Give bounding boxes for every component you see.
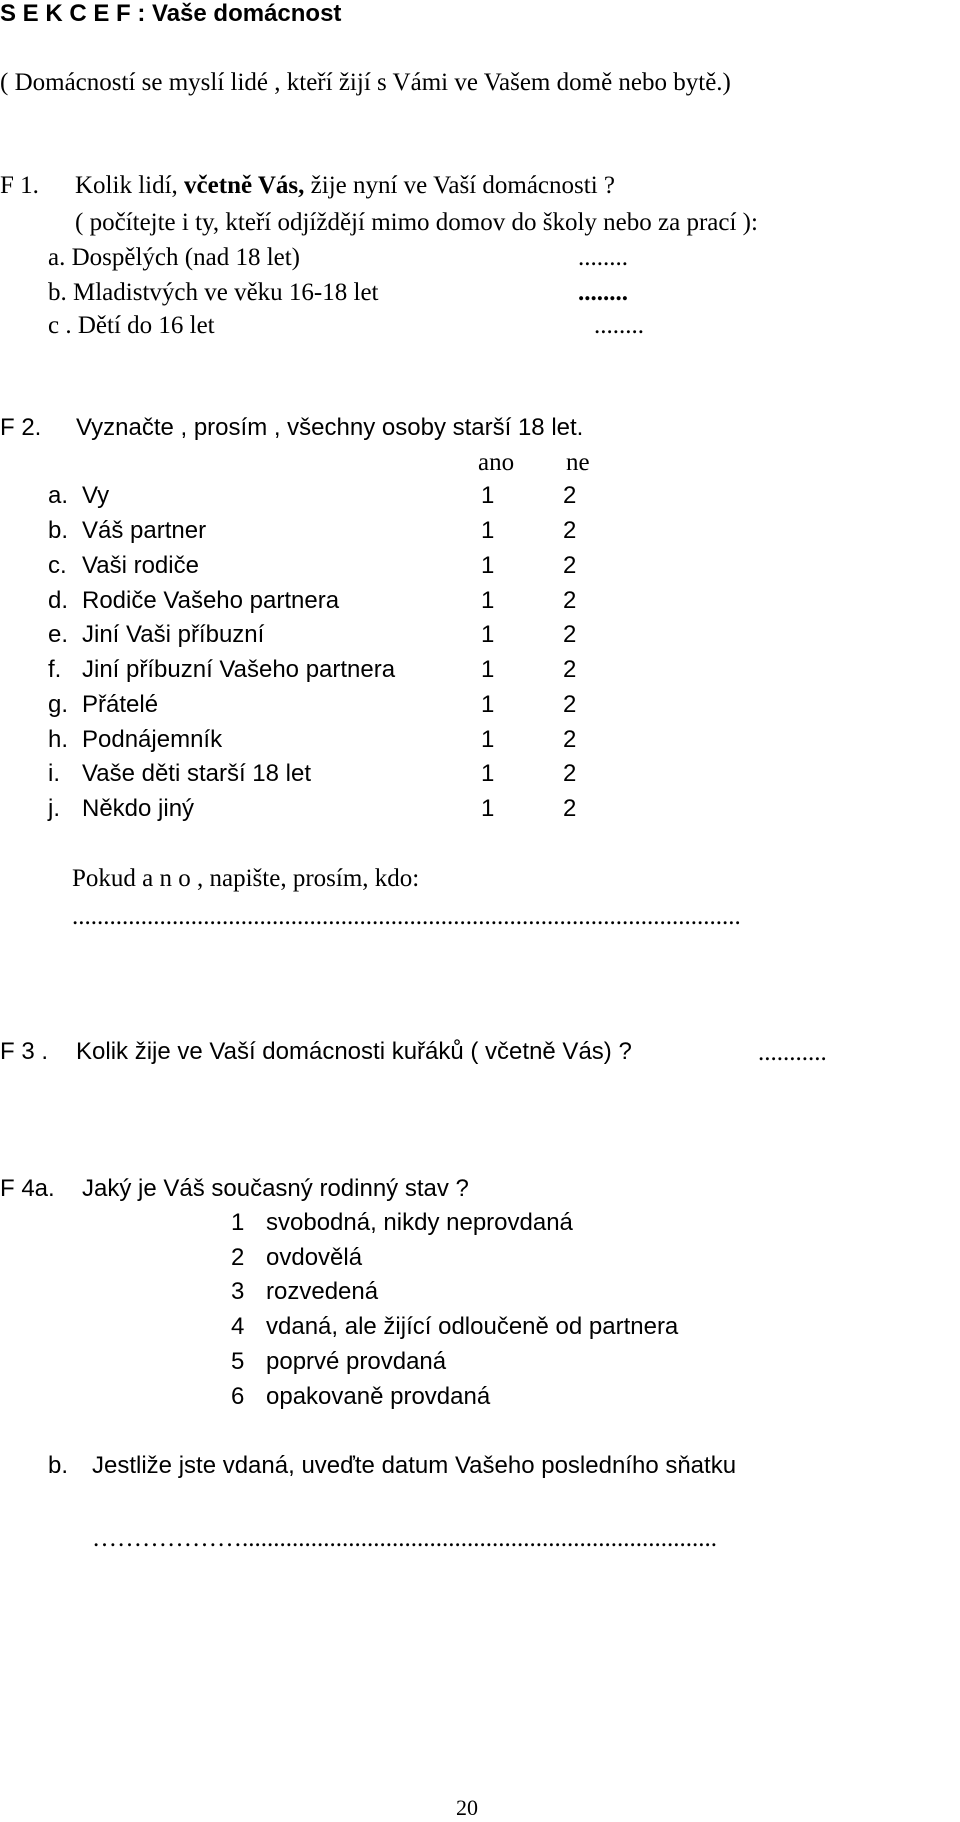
f3-blank[interactable]: ........... (758, 1039, 827, 1066)
f4b-question: Jestliže jste vdaná, uveďte datum Vašeho posledního sňatku (92, 1452, 737, 1479)
f4b-answer-line[interactable]: ………………............................................................................ (92, 1526, 717, 1551)
f4b-letter: b. (48, 1452, 69, 1479)
f4a-question: Jaký je Váš současný rodinný stav ? (82, 1175, 469, 1202)
f2-if-yes-prompt: Pokud a n o , napište, prosím, kdo: (72, 865, 420, 892)
f2-row-letter: g. (48, 691, 69, 718)
f4a-option-code: 1 (231, 1209, 245, 1236)
f2-row-yes-code: 1 (481, 691, 495, 718)
page-number: 20 (456, 1795, 478, 1820)
section-heading: S E K C E F : Vaše domácnost (0, 0, 342, 27)
f2-row-label: Vaše děti starší 18 let (82, 760, 312, 787)
f2-row-label: Rodiče Vašeho partnera (82, 587, 340, 614)
f4a-number: F 4a. (0, 1175, 55, 1202)
f2-row-label: Někdo jiný (82, 795, 195, 822)
f2-row-yes-code: 1 (481, 482, 495, 509)
f1-item-blank: ........ (578, 279, 628, 306)
f2-question: Vyznačte , prosím , všechny osoby starší 18 let. (76, 414, 584, 441)
f2-row-yes-code: 1 (481, 517, 495, 544)
f1-item-label: a. Dospělých (nad 18 let) (48, 244, 301, 271)
f2-row-no-code: 2 (563, 760, 577, 787)
f1-number: F 1. (0, 172, 39, 199)
f2-row-no-code: 2 (563, 691, 577, 718)
f2-number: F 2. (0, 414, 42, 441)
f1-question-bold: včetně Vás, (184, 172, 305, 199)
f4a-option-code: 6 (231, 1383, 245, 1410)
f4a-option-code: 4 (231, 1313, 245, 1340)
f2-row-yes-code: 1 (481, 587, 495, 614)
f2-row-yes-code: 1 (481, 760, 495, 787)
f2-row-yes-code: 1 (481, 726, 495, 753)
f1-item-blank: ........ (594, 312, 644, 339)
f4a-option-label: poprvé provdaná (266, 1348, 447, 1375)
f2-row-yes-code: 1 (481, 552, 495, 579)
f2-row-letter: i. (48, 760, 60, 787)
section-note: ( Domácností se myslí lidé , kteří žijí s Vámi ve Vašem domě nebo bytě.) (0, 69, 731, 96)
f2-answer-line[interactable]: ........................................................................................................... (72, 904, 741, 929)
f1-item-blank: ........ (578, 244, 628, 271)
f2-row-letter: d. (48, 587, 69, 614)
f2-row-label: Přátelé (82, 691, 159, 718)
f2-row-no-code: 2 (563, 726, 577, 753)
f2-row-yes-code: 1 (481, 656, 495, 683)
f2-row-label: Vy (82, 482, 110, 509)
f4a-option-code: 2 (231, 1244, 245, 1271)
f2-row-label: Váš partner (82, 517, 207, 544)
f2-row-no-code: 2 (563, 587, 577, 614)
f4a-option-label: ovdovělá (266, 1244, 363, 1271)
f1-question-pre: Kolik lidí, (75, 172, 185, 199)
f2-row-no-code: 2 (563, 656, 577, 683)
f2-row-label: Podnájemník (82, 726, 223, 753)
f2-row-yes-code: 1 (481, 621, 495, 648)
f1-item-label: b. Mladistvých ve věku 16-18 let (48, 279, 379, 306)
f2-row-no-code: 2 (563, 517, 577, 544)
f2-row-label: Jiní Vaši příbuzní (82, 621, 265, 648)
f1-item-label: c . Dětí do 16 let (48, 312, 215, 339)
f4a-option-code: 3 (231, 1278, 245, 1305)
f2-row-label: Jiní příbuzní Vašeho partnera (82, 656, 396, 683)
f2-row-no-code: 2 (563, 795, 577, 822)
f2-row-letter: h. (48, 726, 69, 753)
f1-question-post: žije nyní ve Vaší domácnosti ? (304, 172, 615, 199)
f4a-option-label: rozvedená (266, 1278, 379, 1305)
f2-row-no-code: 2 (563, 621, 577, 648)
f2-row-letter: j. (48, 795, 60, 822)
f2-row-letter: a. (48, 482, 69, 509)
f2-col-yes: ano (478, 449, 515, 476)
f2-col-no: ne (566, 449, 590, 476)
f2-row-no-code: 2 (563, 482, 577, 509)
f3-question: Kolik žije ve Vaší domácnosti kuřáků ( včetně Vás) ? (76, 1038, 632, 1065)
f2-row-no-code: 2 (563, 552, 577, 579)
f4a-option-label: opakovaně provdaná (266, 1383, 491, 1410)
f4a-option-label: svobodná, nikdy neprovdaná (266, 1209, 573, 1236)
f1-question (75, 173, 615, 198)
f3-number: F 3 . (0, 1038, 49, 1065)
f2-row-letter: e. (48, 621, 69, 648)
f2-row-yes-code: 1 (481, 795, 495, 822)
f2-row-letter: c. (48, 552, 67, 579)
f2-row-label: Vaši rodiče (82, 552, 199, 579)
f1-hint: ( počítejte i ty, kteří odjíždějí mimo domov do školy nebo za prací ): (75, 209, 758, 236)
f2-row-letter: b. (48, 517, 69, 544)
f4a-option-code: 5 (231, 1348, 245, 1375)
f4a-option-label: vdaná, ale žijící odloučeně od partnera (266, 1313, 679, 1340)
f2-row-letter: f. (48, 656, 62, 683)
